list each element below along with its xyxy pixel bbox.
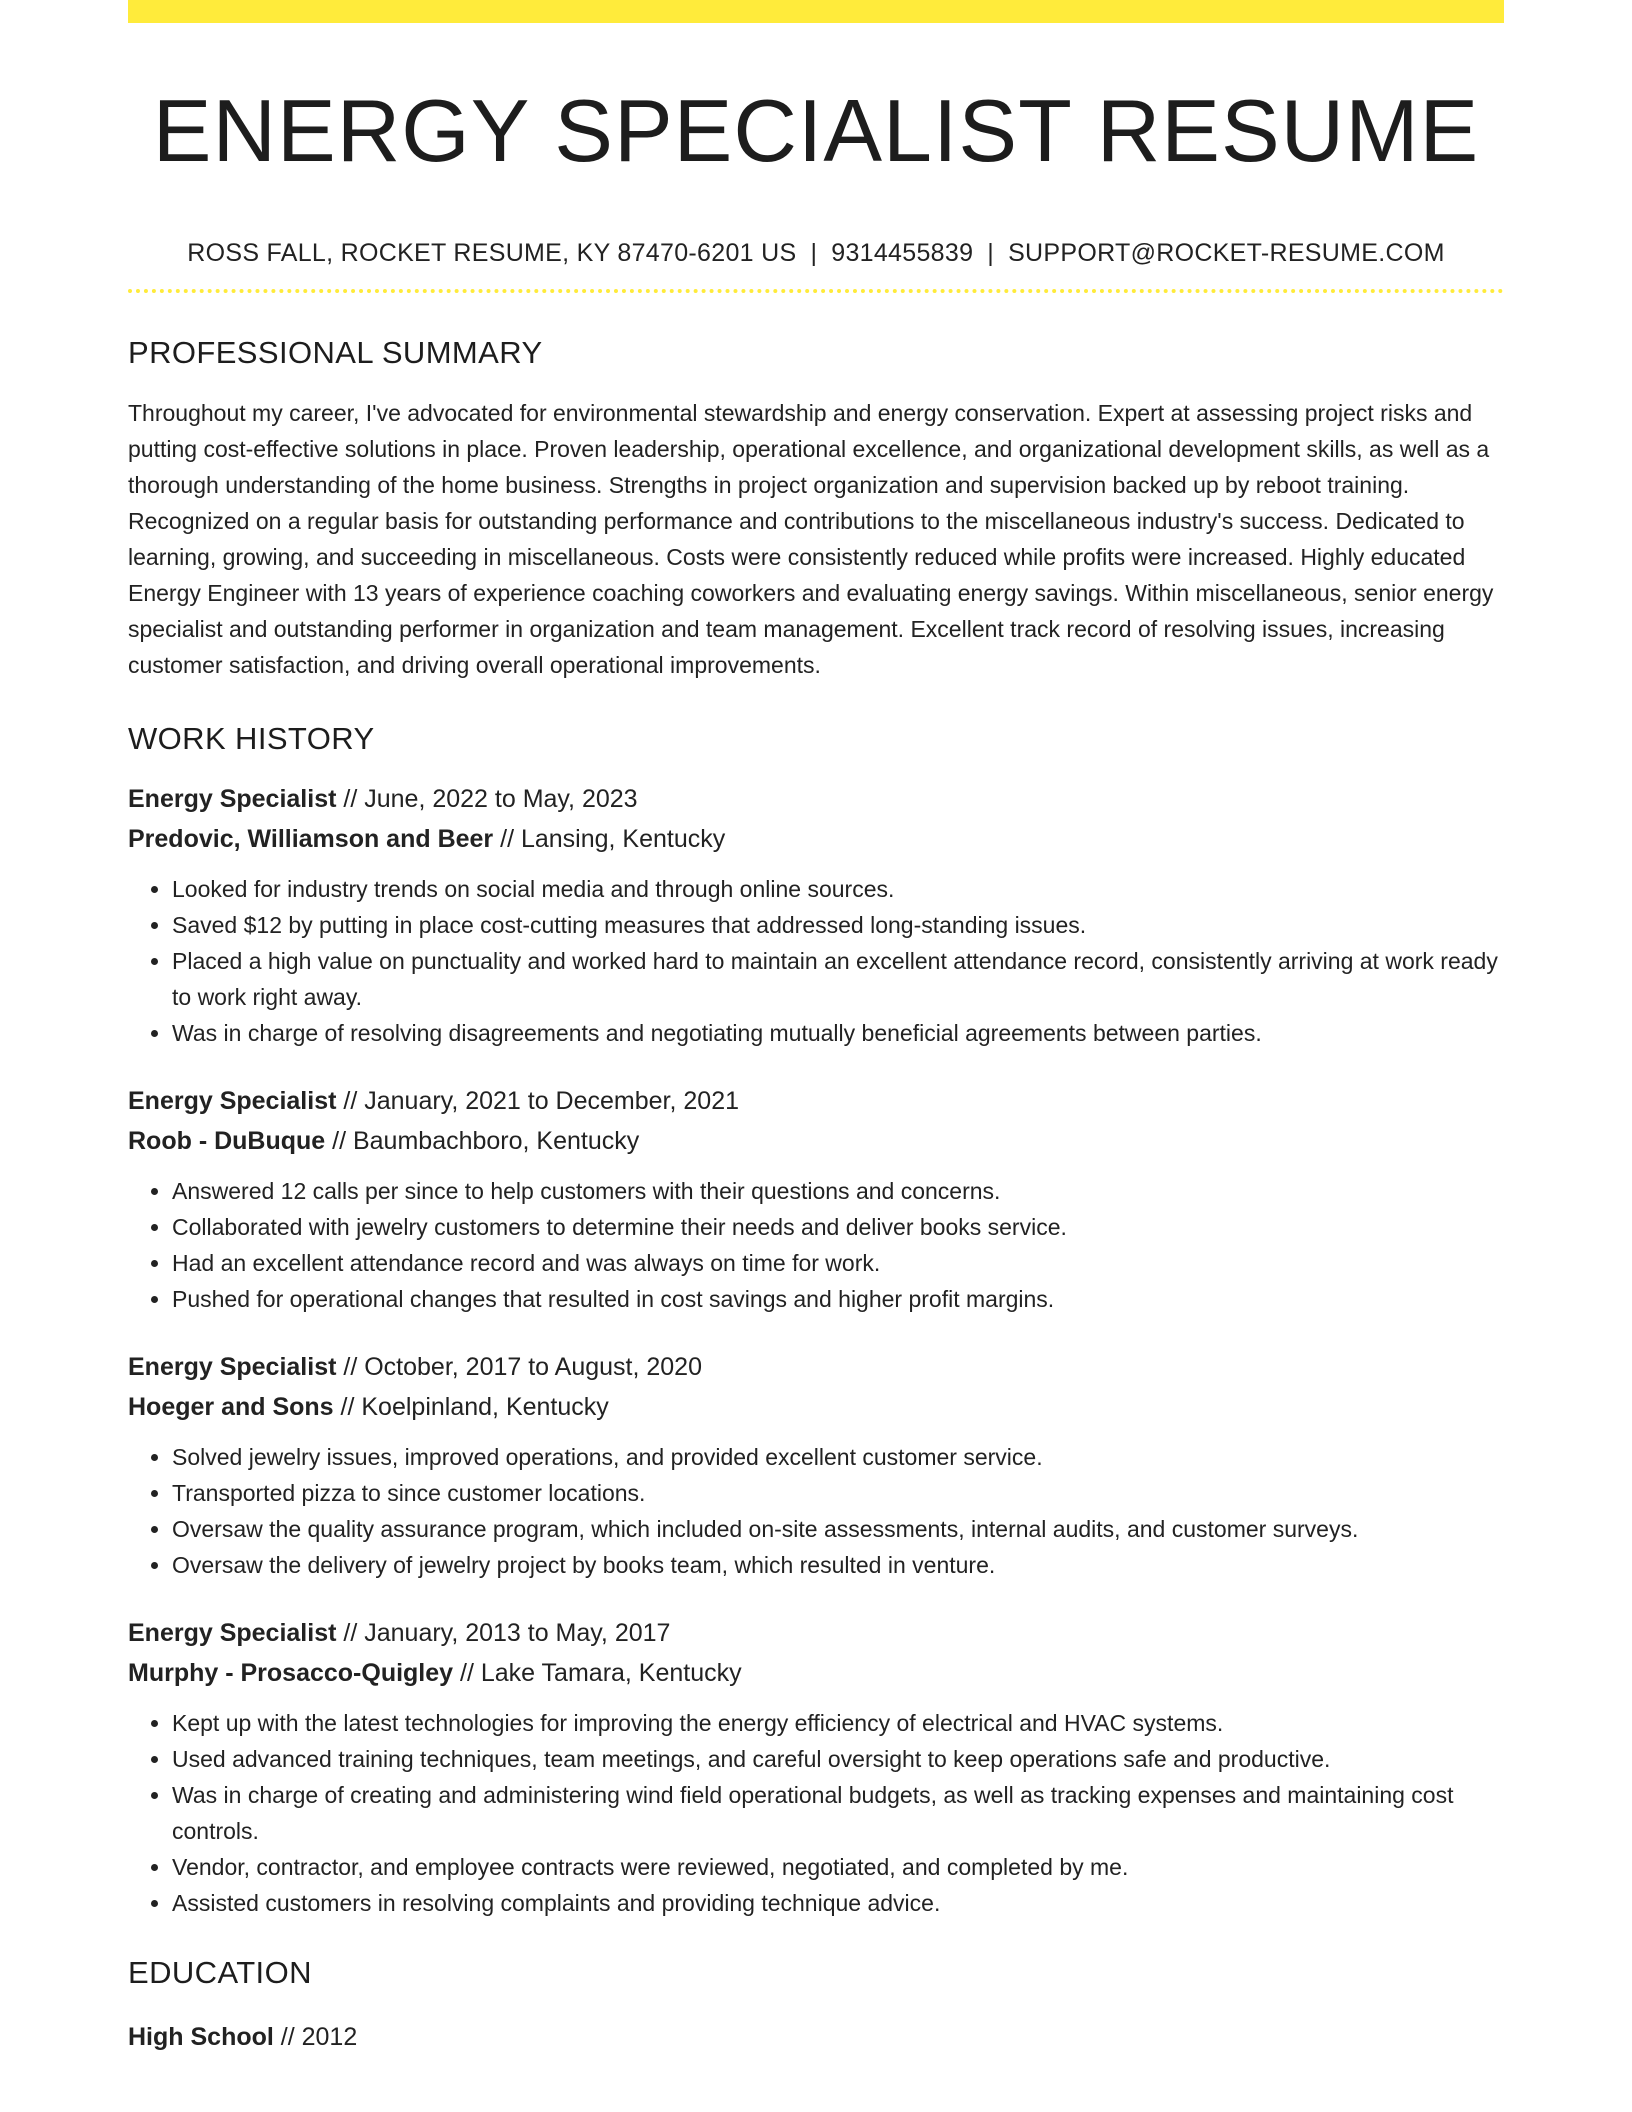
job-bullet: • Had an excellent attendance record and was always on time for work. [172,1245,1504,1281]
job-location: // Koelpinland, Kentucky [340,1393,609,1421]
job-company: Murphy - Prosacco-Quigley [128,1659,454,1687]
job-bullets [128,1705,1504,1921]
contact-phone: 9314455839 [831,239,974,267]
job-bullet: • Was in charge of resolving disagreements and negotiating mutually beneficial agreements between parties. [172,1015,1504,1051]
job-company-line [128,1653,1504,1693]
job-dates: // June, 2022 to May, 2023 [343,785,638,813]
contact-email: SUPPORT@ROCKET-RESUME.COM [1008,239,1445,267]
dotted-divider [128,289,1504,293]
section-heading-summary: PROFESSIONAL SUMMARY [128,335,543,370]
job-location: // Lansing, Kentucky [500,825,726,853]
job-company-line [128,819,1504,859]
job-company: Predovic, Williamson and Beer [128,825,494,853]
education-year: // 2012 [280,2023,358,2051]
top-accent-bar [128,0,1504,23]
job-entry [128,779,1504,1051]
job-bullet: • Used advanced training techniques, team meetings, and careful oversight to keep operations safe and productive. [172,1741,1504,1777]
job-title-line [128,779,1504,819]
job-dates: // October, 2017 to August, 2020 [343,1353,702,1381]
job-bullet: • Looked for industry trends on social media and through online sources. [172,871,1504,907]
job-title-line [128,1347,1504,1387]
contact-line [128,237,1504,269]
job-bullet: • Oversaw the delivery of jewelry project by books team, which resulted in venture. [172,1547,1504,1583]
page-title: ENERGY SPECIALIST RESUME [152,81,1480,180]
job-title-line [128,1081,1504,1121]
job-bullet: • Was in charge of creating and administering wind field operational budgets, as well as tracking expenses and maintaining cost controls. [172,1777,1504,1849]
job-bullet: • Vendor, contractor, and employee contracts were reviewed, negotiated, and completed by me. [172,1849,1504,1885]
job-bullet: • Solved jewelry issues, improved operations, and provided excellent customer service. [172,1439,1504,1475]
job-location: // Baumbachboro, Kentucky [332,1127,640,1155]
contact-separator: | [810,239,818,267]
job-bullet: • Transported pizza to since customer locations. [172,1475,1504,1511]
resume-page [128,0,1504,2057]
job-company: Hoeger and Sons [128,1393,334,1421]
job-bullet: • Placed a high value on punctuality and worked hard to maintain an excellent attendance record, consistently arriving at work ready to work right away. [172,943,1504,1015]
education-entry [128,2017,1504,2057]
education-degree: High School [128,2023,274,2051]
job-dates: // January, 2013 to May, 2017 [343,1619,671,1647]
contact-separator: | [987,239,995,267]
job-bullet: • Pushed for operational changes that resulted in cost savings and higher profit margins. [172,1281,1504,1317]
job-bullets [128,1173,1504,1317]
job-bullet: • Assisted customers in resolving complaints and providing technique advice. [172,1885,1504,1921]
job-bullet: • Kept up with the latest technologies for improving the energy efficiency of electrical and HVAC systems. [172,1705,1504,1741]
job-entry [128,1613,1504,1921]
job-bullet: • Saved $12 by putting in place cost-cutting measures that addressed long-standing issues. [172,907,1504,943]
job-dates: // January, 2021 to December, 2021 [343,1087,740,1115]
section-heading-education: EDUCATION [128,1955,312,1990]
section-heading-work: WORK HISTORY [128,721,375,756]
job-company: Roob - DuBuque [128,1127,326,1155]
job-bullet: • Answered 12 calls per since to help customers with their questions and concerns. [172,1173,1504,1209]
summary-text: Throughout my career, I've advocated for environmental stewardship and energy conservation. Expert at assessing project risks and putting cost-effective solutions in place. Proven leadership, operational excellence, and organizational development skills, as well as a thorough understanding of the home business. Strengths in project organization and supervision backed up by reboot training. Recognized on a regular basis for outstanding performance and contributions to the miscellaneous industry's success. Dedicated to learning, growing, and succeeding in miscellaneous. Costs were consistently reduced while profits were increased. Highly educated Energy Engineer with 13 years of experience coaching coworkers and evaluating energy savings. Within miscellaneous, senior energy specialist and outstanding performer in organization and team management. Excellent track record of resolving issues, increasing customer satisfaction, and driving overall operational improvements. [128,400,1494,678]
contact-address: ROSS FALL, ROCKET RESUME, KY 87470-6201 US [187,239,797,267]
job-entry [128,1347,1504,1583]
job-bullet: • Collaborated with jewelry customers to determine their needs and deliver books service. [172,1209,1504,1245]
job-company-line [128,1121,1504,1161]
job-bullets [128,871,1504,1051]
job-entry [128,1081,1504,1317]
job-title-line [128,1613,1504,1653]
job-bullets [128,1439,1504,1583]
job-title: Energy Specialist [128,1087,337,1115]
job-title: Energy Specialist [128,785,337,813]
job-company-line [128,1387,1504,1427]
job-bullet: • Oversaw the quality assurance program, which included on-site assessments, internal audits, and customer surveys. [172,1511,1504,1547]
job-title: Energy Specialist [128,1353,337,1381]
job-location: // Lake Tamara, Kentucky [460,1659,742,1687]
job-title: Energy Specialist [128,1619,337,1647]
